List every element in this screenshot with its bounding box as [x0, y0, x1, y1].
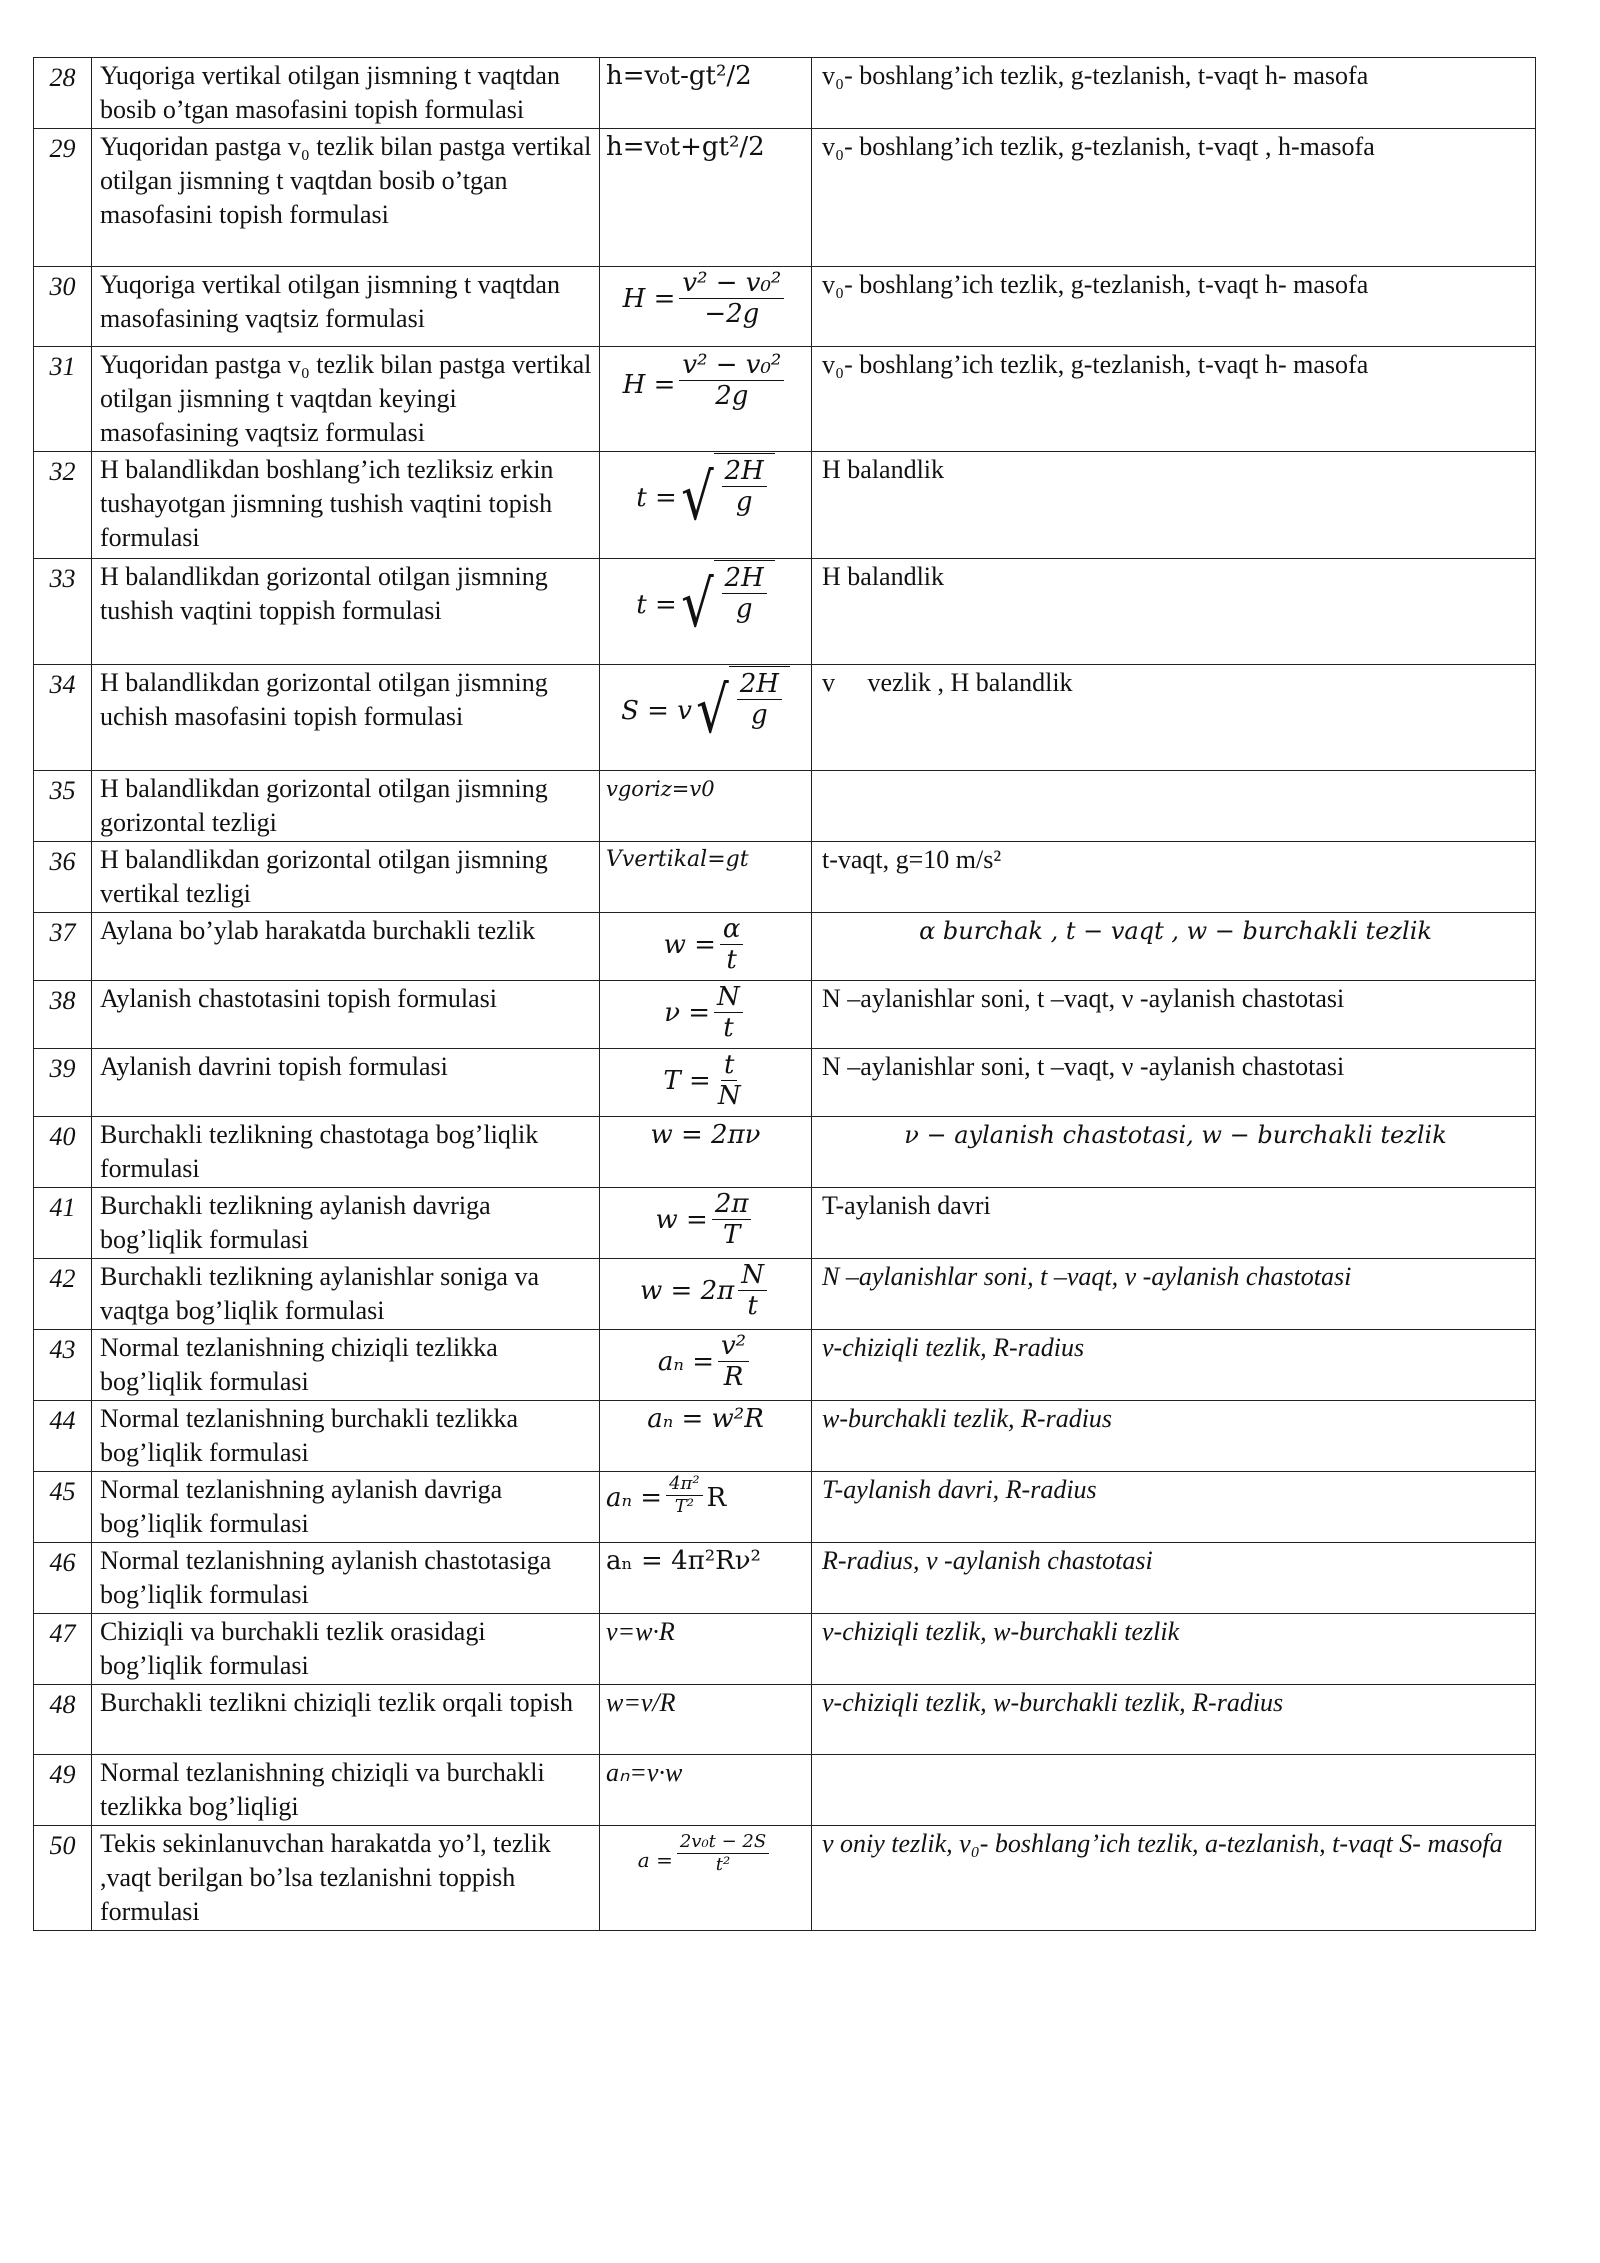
row-formula: [600, 267, 812, 347]
row-number: 37: [34, 913, 92, 981]
formula-lhs: S = v: [621, 696, 692, 726]
row-formula: h=v₀t-gt²/2: [600, 58, 812, 129]
row-number: 45: [34, 1472, 92, 1543]
row-variables: v₀- boshlang’ich tezlik, g-tezlanish, t-vaqt , h-masofa: [812, 129, 1536, 267]
row-variables: v₀- boshlang’ich tezlik, g-tezlanish, t-vaqt h- masofa: [812, 347, 1536, 452]
row-variables: [812, 771, 1536, 842]
row-description: Yuqoriga vertikal otilgan jismning t vaqtdan bosib o’tgan masofasini topish formulasi: [92, 58, 600, 129]
row-variables: ν − aylanish chastotasi, w − burchakli tezlik: [812, 1117, 1536, 1188]
fraction-numerator: 2v₀t − 2S: [677, 1831, 769, 1854]
row-number: 34: [34, 665, 92, 771]
row-formula: [600, 347, 812, 452]
row-formula: [600, 1330, 812, 1401]
row-formula: Vvertikal=gt: [600, 842, 812, 913]
fraction-denominator: g: [735, 594, 753, 624]
row-formula: [600, 1049, 812, 1117]
formula-fraction: [679, 268, 784, 329]
fraction-numerator: 2H: [722, 456, 767, 487]
fraction-numerator: 4π²: [666, 1473, 703, 1496]
row-variables: T-aylanish davri: [812, 1188, 1536, 1259]
row-number: 44: [34, 1401, 92, 1472]
row-description: Burchakli tezlikni chiziqli tezlik orqali topish: [92, 1685, 600, 1755]
row-description: Burchakli tezlikning chastotaga bog’liqlik formulasi: [92, 1117, 600, 1188]
row-description: Aylanish davrini topish formulasi: [92, 1049, 600, 1117]
formula-table: [33, 57, 1536, 1931]
row-formula: aₙ = 4π²Rν²: [600, 1543, 812, 1614]
formula-lhs: T =: [663, 1065, 711, 1096]
table-row: [34, 1755, 1536, 1826]
row-variables: v oniy tezlik, v₀- boshlang’ich tezlik, a-tezlanish, t-vaqt S- masofa: [812, 1826, 1536, 1931]
row-variables: N –aylanishlar soni, t –vaqt, ν -aylanish chastotasi: [812, 1259, 1536, 1330]
fraction-denominator: g: [735, 487, 753, 517]
row-description: H balandlikdan gorizontal otilgan jismning vertikal tezligi: [92, 842, 600, 913]
row-variables: v-chiziqli tezlik, R-radius: [812, 1330, 1536, 1401]
fraction-denominator: g: [750, 700, 768, 730]
table-row: [34, 913, 1536, 981]
row-formula: [600, 981, 812, 1049]
table-row: [34, 981, 1536, 1049]
table-row: [34, 129, 1536, 267]
table-row: [34, 771, 1536, 842]
table-row: [34, 347, 1536, 452]
fraction-numerator: t: [721, 1050, 737, 1081]
row-description: Normal tezlanishning chiziqli tezlikka bog’liqlik formulasi: [92, 1330, 600, 1401]
row-number: 35: [34, 771, 92, 842]
fraction-denominator: 2g: [715, 381, 749, 411]
row-description: Normal tezlanishning aylanish davriga bog’liqlik formulasi: [92, 1472, 600, 1543]
formula-fraction: [720, 914, 744, 975]
square-root: [692, 666, 790, 756]
formula-lhs: H =: [622, 370, 676, 400]
row-description: Tekis sekinlanuvchan harakatda yo’l, tezlik ,vaqt berilgan bo’lsa tezlanishni toppish formulasi: [92, 1826, 600, 1931]
formula-fraction: [738, 1260, 767, 1321]
row-number: 32: [34, 452, 92, 559]
row-variables: [812, 1755, 1536, 1826]
row-number: 33: [34, 559, 92, 665]
table-row: [34, 1049, 1536, 1117]
formula-lhs: H =: [622, 283, 676, 314]
formula-fraction: [737, 669, 782, 730]
row-number: 46: [34, 1543, 92, 1614]
table-row: [34, 665, 1536, 771]
table-row: [34, 1188, 1536, 1259]
row-number: 38: [34, 981, 92, 1049]
row-formula: vgoriz=v0: [600, 771, 812, 842]
row-formula: w=v/R: [600, 1685, 812, 1755]
table-row: [34, 1117, 1536, 1188]
table-row: [34, 842, 1536, 913]
table-row: [34, 1614, 1536, 1685]
row-variables: N –aylanishlar soni, t –vaqt, ν -aylanish chastotasi: [812, 1049, 1536, 1117]
formula-fraction: [718, 1331, 749, 1392]
fraction-numerator: v²: [718, 1331, 749, 1362]
row-description: Aylana bo’ylab harakatda burchakli tezlik: [92, 913, 600, 981]
row-variables: v₀- boshlang’ich tezlik, g-tezlanish, t-vaqt h- masofa: [812, 58, 1536, 129]
row-variables: T-aylanish davri, R-radius: [812, 1472, 1536, 1543]
row-number: 47: [34, 1614, 92, 1685]
row-description: H balandlikdan gorizontal otilgan jismning tushish vaqtini toppish formulasi: [92, 559, 600, 665]
row-variables: N –aylanishlar soni, t –vaqt, ν -aylanish chastotasi: [812, 981, 1536, 1049]
row-number: 28: [34, 58, 92, 129]
row-formula: aₙ = w²R: [600, 1401, 812, 1472]
row-description: Normal tezlanishning aylanish chastotasiga bog’liqlik formulasi: [92, 1543, 600, 1614]
row-variables: α burchak , t − vaqt , w − burchakli tezlik: [812, 913, 1536, 981]
row-variables: H balandlik: [812, 452, 1536, 559]
fraction-numerator: v² − v₀²: [679, 350, 784, 381]
fraction-denominator: t: [747, 1291, 758, 1321]
row-number: 42: [34, 1259, 92, 1330]
row-description: H balandlikdan boshlang’ich tezliksiz erkin tushayotgan jismning tushish vaqtini topish formulasi: [92, 452, 600, 559]
row-number: 43: [34, 1330, 92, 1401]
fraction-numerator: 2H: [722, 563, 767, 594]
fraction-numerator: 2π: [712, 1189, 752, 1220]
table-row: [34, 1401, 1536, 1472]
row-formula: [600, 1826, 812, 1931]
formula-lhs: aₙ =: [657, 1346, 714, 1377]
row-number: 36: [34, 842, 92, 913]
row-variables: t-vaqt, g=10 m/s²: [812, 842, 1536, 913]
square-root: [677, 453, 775, 543]
table-row: [34, 267, 1536, 347]
fraction-denominator: T: [722, 1220, 741, 1250]
row-variables: w-burchakli tezlik, R-radius: [812, 1401, 1536, 1472]
row-description: Burchakli tezlikning aylanishlar soniga va vaqtga bog’liqlik formulasi: [92, 1259, 600, 1330]
row-description: Normal tezlanishning chiziqli va burchakli tezlikka bog’liqligi: [92, 1755, 600, 1826]
row-number: 39: [34, 1049, 92, 1117]
row-formula: aₙ=v·w: [600, 1755, 812, 1826]
formula-lhs: aₙ =: [606, 1483, 663, 1513]
row-number: 41: [34, 1188, 92, 1259]
row-description: Yuqoridan pastga v₀ tezlik bilan pastga vertikal otilgan jismning t vaqtdan bosib o’tgan masofasini topish formulasi: [92, 129, 600, 267]
table-row: [34, 58, 1536, 129]
row-variables: v-chiziqli tezlik, w-burchakli tezlik: [812, 1614, 1536, 1685]
formula-fraction: [714, 982, 743, 1043]
fraction-denominator: −2g: [704, 299, 760, 329]
row-formula: [600, 452, 812, 559]
formula-lhs: t =: [636, 590, 677, 620]
row-formula: h=v₀t+gt²/2: [600, 129, 812, 267]
row-number: 48: [34, 1685, 92, 1755]
row-variables: H balandlik: [812, 559, 1536, 665]
formula-rhs: R: [706, 1483, 727, 1513]
fraction-denominator: T²: [674, 1496, 694, 1517]
row-number: 30: [34, 267, 92, 347]
table-row: [34, 1543, 1536, 1614]
formula-fraction: [722, 456, 767, 517]
fraction-numerator: N: [738, 1260, 767, 1291]
fraction-numerator: α: [720, 914, 744, 945]
formula-fraction: [666, 1473, 703, 1518]
table-row: [34, 1259, 1536, 1330]
row-number: 50: [34, 1826, 92, 1931]
row-formula: w = 2πν: [600, 1117, 812, 1188]
radical-sign-icon: √: [695, 674, 729, 748]
table-row: [34, 1472, 1536, 1543]
row-variables: v-chiziqli tezlik, w-burchakli tezlik, R-radius: [812, 1685, 1536, 1755]
row-description: Chiziqli va burchakli tezlik orasidagi bog’liqlik formulasi: [92, 1614, 600, 1685]
fraction-denominator: t: [723, 1013, 734, 1043]
formula-fraction: [679, 350, 784, 411]
radical-sign-icon: √: [680, 461, 714, 535]
row-description: H balandlikdan gorizontal otilgan jismning gorizontal tezligi: [92, 771, 600, 842]
row-formula: [600, 1472, 812, 1543]
row-formula: [600, 665, 812, 771]
fraction-denominator: R: [723, 1362, 744, 1392]
fraction-denominator: N: [717, 1081, 741, 1111]
formula-lhs: w =: [663, 929, 716, 960]
row-variables: R-radius, ν -aylanish chastotasi: [812, 1543, 1536, 1614]
radical-sign-icon: √: [680, 568, 714, 642]
row-description: H balandlikdan gorizontal otilgan jismning uchish masofasini topish formulasi: [92, 665, 600, 771]
table-row: [34, 452, 1536, 559]
formula-lhs: t =: [636, 483, 677, 513]
row-formula: [600, 1188, 812, 1259]
fraction-numerator: N: [714, 982, 743, 1013]
row-formula: [600, 1259, 812, 1330]
formula-lhs: w = 2π: [640, 1275, 735, 1306]
table-row: [34, 1826, 1536, 1931]
formula-fraction: [712, 1189, 752, 1250]
formula-fraction: [677, 1831, 769, 1876]
square-root: [677, 560, 775, 650]
row-variables: v vezlik , H balandlik: [812, 665, 1536, 771]
fraction-denominator: t²: [715, 1854, 731, 1875]
row-description: Burchakli tezlikning aylanish davriga bog’liqlik formulasi: [92, 1188, 600, 1259]
row-number: 29: [34, 129, 92, 267]
row-description: Yuqoriga vertikal otilgan jismning t vaqtdan masofasining vaqtsiz formulasi: [92, 267, 600, 347]
row-formula: v=w·R: [600, 1614, 812, 1685]
formula-lhs: w =: [655, 1204, 708, 1235]
table-row: [34, 1685, 1536, 1755]
row-formula: [600, 913, 812, 981]
formula-fraction: [715, 1050, 744, 1111]
fraction-denominator: t: [726, 945, 737, 975]
row-variables: v₀- boshlang’ich tezlik, g-tezlanish, t-vaqt h- masofa: [812, 267, 1536, 347]
row-formula: [600, 559, 812, 665]
formula-lhs: ν =: [664, 997, 711, 1028]
row-description: Aylanish chastotasini topish formulasi: [92, 981, 600, 1049]
formula-fraction: [722, 563, 767, 624]
row-description: Normal tezlanishning burchakli tezlikka bog’liqlik formulasi: [92, 1401, 600, 1472]
table-row: [34, 559, 1536, 665]
formula-lhs: a =: [637, 1848, 673, 1872]
table-row: [34, 1330, 1536, 1401]
fraction-numerator: 2H: [737, 669, 782, 700]
row-number: 31: [34, 347, 92, 452]
row-number: 49: [34, 1755, 92, 1826]
row-number: 40: [34, 1117, 92, 1188]
fraction-numerator: v² − v₀²: [679, 268, 784, 299]
row-description: Yuqoridan pastga v₀ tezlik bilan pastga vertikal otilgan jismning t vaqtdan keyingi masofasining vaqtsiz formulasi: [92, 347, 600, 452]
